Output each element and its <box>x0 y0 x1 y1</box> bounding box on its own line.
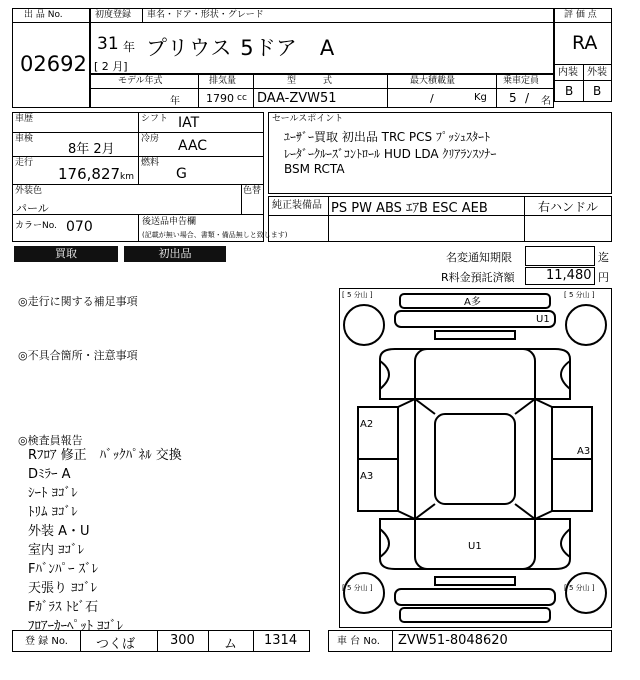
exterior-label: 外装 <box>587 67 607 78</box>
capacity-value: 5 <box>509 91 517 105</box>
mileage-value: 176,827 <box>58 165 121 183</box>
capacity-slash: / <box>525 91 530 105</box>
sales-points-label: セールスポイント <box>272 114 344 124</box>
fuel-label: 燃料 <box>141 158 160 168</box>
report-line: 外装 A・U <box>28 524 90 539</box>
sales-point-line-1: ﾕｰｻﾞｰ買取 初出品 TRC PCS ﾌﾟｯｼｭｽﾀｰﾄ <box>284 130 490 144</box>
inspector-report-list <box>28 446 328 636</box>
evaluation-score: RA <box>572 32 598 54</box>
evaluation-label: 評 価 点 <box>564 10 597 20</box>
registration-kana: ム <box>224 637 238 652</box>
report-line: Rﾌﾛｱ 修正 ﾊﾞｯｸﾊﾟﾈﾙ 交換 <box>28 448 182 463</box>
ext-color-value: パール <box>16 202 49 215</box>
report-line: ｼｰﾄ ﾖｺﾞﾚ <box>28 486 78 501</box>
shift-value: IAT <box>178 115 200 131</box>
year-unit: 年 <box>123 40 136 54</box>
registration-label: 登 録 No. <box>25 636 68 647</box>
chassis-label: 車 台 No. <box>337 636 380 647</box>
capacity-label: 乗車定員 <box>503 76 540 86</box>
color-no-label: カラーNo. <box>15 221 57 231</box>
report-line: ﾌﾛｱｰｶｰﾍﾟｯﾄ ﾖｺﾞﾚ <box>28 619 124 634</box>
driving-notes-title: ◎走行に関する補足事項 <box>18 295 138 308</box>
transfer-deadline-unit: 迄 <box>598 251 609 264</box>
registration-region: つくば <box>96 637 136 652</box>
recycle-fee-value: 11,480 <box>546 268 592 283</box>
lot-number: 02692 <box>20 52 87 76</box>
damage-diagram <box>339 288 612 628</box>
max-load-slash: / <box>430 92 434 105</box>
displacement-label: 排気量 <box>209 76 237 86</box>
max-load-unit: Kg <box>474 92 487 103</box>
damage-mark-left-a3: A3 <box>360 471 374 482</box>
fuel-value: G <box>176 166 187 182</box>
tire-front-right-label: [ 5 分山 ] <box>564 584 595 592</box>
sales-point-line-3: BSM RCTA <box>284 162 345 176</box>
recycle-fee-label: R料金預託済額 <box>441 271 515 284</box>
displacement-unit: cc <box>237 93 247 103</box>
lot-no-label: 出 品 No. <box>24 10 63 20</box>
report-line: ﾄﾘﾑ ﾖｺﾞﾚ <box>28 505 78 520</box>
first-reg-label: 初度登録 <box>95 10 132 20</box>
damage-mark-right-a3: A3 <box>577 446 591 457</box>
first-listing-badge: 初出品 <box>124 246 226 262</box>
shift-label: シフト <box>141 114 169 124</box>
ac-value: AAC <box>178 138 208 154</box>
car-name-label: 車名・ドア・形状・グレード <box>147 10 264 20</box>
mileage-unit: km <box>120 172 134 182</box>
damage-mark-rear-u: U1 <box>536 314 550 325</box>
model-year-unit: 年 <box>170 96 180 107</box>
steering-value: 右ハンドル <box>538 200 599 214</box>
car-outline-svg <box>340 289 611 627</box>
color-no-value: 070 <box>66 219 93 235</box>
buyback-badge: 買取 <box>14 246 118 262</box>
tire-front-left-label: [ 5 分山 ] <box>342 584 373 592</box>
interior-label: 内装 <box>558 67 578 78</box>
equipment-value: PS PW ABS ｴｱB ESC AEB <box>331 201 488 216</box>
inspection-label: 車検 <box>15 134 34 144</box>
ac-label: 冷房 <box>141 134 160 144</box>
tire-rear-right-label: [ 5 分山 ] <box>564 291 595 299</box>
capacity-unit: 名 <box>541 96 551 107</box>
displacement-value: 1790 <box>206 92 234 105</box>
car-name: プリウス 5ドア A <box>146 36 336 60</box>
max-load-label: 最大積載量 <box>410 76 456 86</box>
color-change-label: 色替 <box>243 186 262 196</box>
recycle-fee-unit: 円 <box>598 271 609 284</box>
history-label: 車歴 <box>15 114 34 124</box>
defect-notes-title: ◎不具合箇所・注意事項 <box>18 349 138 362</box>
tire-rear-right <box>566 305 606 345</box>
damage-mark-front-u: U1 <box>468 541 482 552</box>
report-line: Fｶﾞﾗｽ ﾄﾋﾞ石 <box>28 600 99 615</box>
report-line: 室内 ﾖｺﾞﾚ <box>28 543 85 558</box>
report-line: Fﾊﾞﾝﾊﾟｰ ｽﾞﾚ <box>28 562 99 577</box>
registration-class: 300 <box>170 633 195 648</box>
first-reg-year: 31 <box>97 34 119 54</box>
interior-grade: B <box>565 84 574 98</box>
ext-color-label: 外装色 <box>15 186 43 196</box>
mileage-label: 走行 <box>15 158 34 168</box>
report-line: Dﾐﾗｰ A <box>28 467 71 482</box>
tire-rear-left <box>344 305 384 345</box>
registration-number: 1314 <box>264 633 298 648</box>
sales-point-line-2: ﾚｰﾀﾞｰｸﾙｰｽﾞｺﾝﾄﾛｰﾙ HUD LDA ｸﾘｱﾗﾝｽｿﾅｰ <box>284 147 497 161</box>
transfer-deadline-field <box>525 246 595 266</box>
inspector-report-title: ◎検査員報告 <box>18 434 83 447</box>
exterior-grade: B <box>593 84 602 98</box>
doc-label: 後送品申告欄 <box>142 217 197 227</box>
model-year-label: モデル年式 <box>118 76 163 86</box>
first-reg-month: [ 2 月] <box>94 60 128 73</box>
doc-note: (記載が無い場合、書類・備品無しと致します) <box>142 231 288 239</box>
tire-rear-left-label: [ 5 分山 ] <box>342 291 373 299</box>
model-code: DAA-ZVW51 <box>257 91 337 106</box>
model-code-label: 型 式 <box>287 76 333 86</box>
transfer-deadline-label: 名変通知期限 <box>446 251 512 264</box>
damage-mark-rear-a: A多 <box>464 297 481 308</box>
equipment-label: 純正装備品 <box>272 200 322 211</box>
damage-mark-left-a2: A2 <box>360 419 374 430</box>
inspection-value: 8年 2月 <box>68 142 115 157</box>
chassis-number: ZVW51-8048620 <box>398 633 508 648</box>
report-line: 天張り ﾖｺﾞﾚ <box>28 581 98 596</box>
